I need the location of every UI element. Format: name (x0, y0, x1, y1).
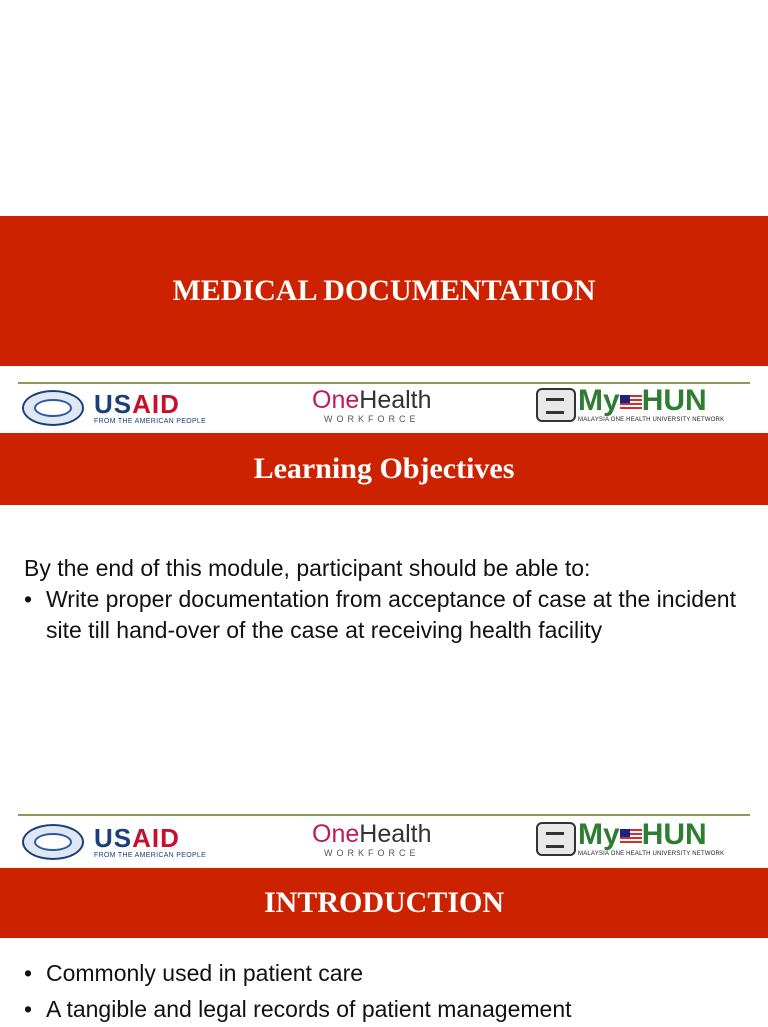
myohun-logo (536, 820, 724, 857)
usaid-logo (22, 824, 206, 860)
onehealth-sub: WORKFORCE (324, 848, 420, 858)
usaid-word-red: AID (132, 389, 180, 419)
onehealth-one: One (312, 820, 360, 848)
list-item (24, 584, 744, 646)
mascot-icon (536, 822, 576, 856)
logo-strip (0, 812, 768, 872)
usaid-tagline: FROM THE AMERICAN PEOPLE (94, 418, 207, 425)
bullet-icon: • (24, 996, 33, 1022)
objectives-title: Learning Objectives (253, 452, 515, 485)
usaid-seal-icon (22, 390, 84, 426)
myohun-sub: MALAYSIA ONE HEALTH UNIVERSITY NETWORK (578, 417, 725, 423)
objectives-intro: By the end of this module, participant should be able to: (24, 555, 591, 581)
myohun-my: My (578, 818, 620, 851)
onehealth-health: Health (359, 820, 432, 848)
usaid-word-blue: US (94, 823, 133, 853)
introduction-title: INTRODUCTION (263, 886, 505, 919)
malaysia-flag-icon (620, 829, 642, 843)
divider (18, 814, 750, 816)
myohun-logo (536, 386, 724, 423)
list-item (24, 955, 744, 991)
objectives-body (24, 553, 744, 646)
usaid-tagline: FROM THE AMERICAN PEOPLE (94, 852, 207, 859)
bullet-text: Commonly used in patient care (46, 960, 364, 986)
onehealth-logo (312, 822, 432, 858)
introduction-body (24, 955, 744, 1027)
onehealth-one: One (312, 386, 360, 414)
onehealth-sub: WORKFORCE (324, 414, 420, 424)
bullet-icon: • (24, 586, 33, 612)
malaysia-flag-icon (620, 395, 642, 409)
usaid-word-red: AID (132, 823, 180, 853)
myohun-hun: HUN (641, 818, 707, 851)
mascot-icon (536, 388, 576, 422)
usaid-seal-icon (22, 824, 84, 860)
divider (18, 382, 750, 384)
myohun-hun: HUN (641, 384, 707, 417)
introduction-banner (0, 868, 768, 938)
slide-title: MEDICAL DOCUMENTATION (172, 274, 596, 307)
title-banner (0, 216, 768, 366)
myohun-sub: MALAYSIA ONE HEALTH UNIVERSITY NETWORK (578, 851, 725, 857)
myohun-my: My (578, 384, 620, 417)
objectives-banner (0, 433, 768, 505)
bullet-text: A tangible and legal records of patient management (46, 996, 572, 1022)
bullet-text: Write proper documentation from acceptance of case at the incident site till hand-over of the case at receiving health facility (46, 586, 736, 643)
onehealth-logo (312, 388, 432, 424)
logo-strip (0, 378, 768, 438)
onehealth-health: Health (359, 386, 432, 414)
usaid-logo (22, 390, 206, 426)
usaid-word-blue: US (94, 389, 133, 419)
bullet-icon: • (24, 960, 33, 986)
list-item (24, 991, 744, 1027)
